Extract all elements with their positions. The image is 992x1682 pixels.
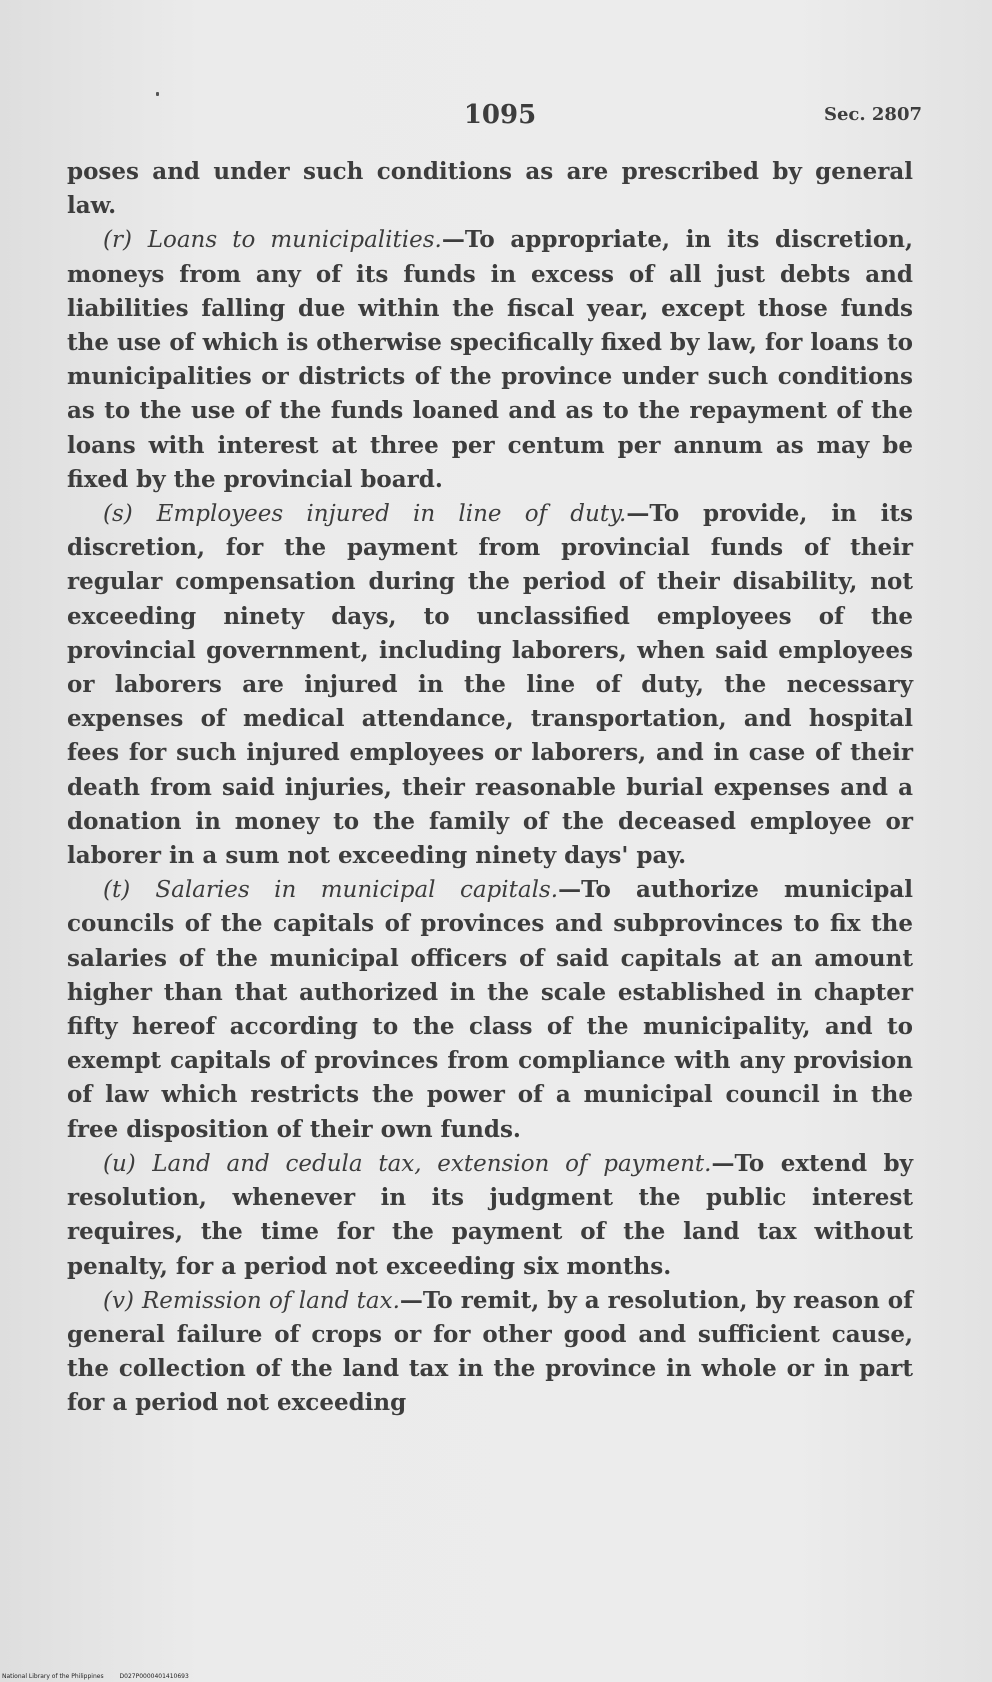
paragraph-v xyxy=(67,1284,913,1421)
paragraph-title: Loans to municipalities. xyxy=(147,227,442,254)
scan-footer xyxy=(2,1673,203,1680)
paragraph-u xyxy=(67,1147,913,1284)
paragraph-continuation xyxy=(67,155,913,223)
body-text xyxy=(67,155,913,1421)
paragraph-letter: (r) xyxy=(103,227,132,254)
paragraph-letter: (u) xyxy=(103,1150,136,1177)
scan-speck xyxy=(156,92,159,96)
paragraph-t xyxy=(67,873,913,1147)
paragraph-letter: (s) xyxy=(103,501,133,528)
paragraph-letter: (v) xyxy=(103,1287,134,1314)
paragraph-text: —To provide, in its discretion, for the payment from provincial funds of their regular compensation during the period of their disability, not exceeding ninety days, to unclassified employees of the provincial government, including laborers, when said employees or laborers are injured in the line of duty, the necessary expenses of medical attendance, transportation, and hospital fees for such injured employees or laborers, and in case of their death from said injuries, their reasonable burial expenses and a donation in money to the family of the deceased employee or laborer in a sum not exceeding ninety days' pay. xyxy=(67,500,913,870)
paragraph-s xyxy=(67,497,913,873)
paragraph-title: Employees injured in line of duty. xyxy=(156,501,627,528)
paragraph-letter: (t) xyxy=(103,877,131,904)
paragraph-text: —To extend by resolution, whenever in its judgment the public interest requires, the time for the payment of the land tax without penalty, for a period not exceeding six months. xyxy=(67,1149,914,1280)
page-number: 1095 xyxy=(463,100,537,130)
paragraph-title: Remission of land tax. xyxy=(141,1287,400,1314)
paragraph-r xyxy=(67,223,913,497)
paragraph-title: Salaries in municipal capitals. xyxy=(155,877,559,904)
paragraph-text: —To remit, by a resolution, by reason of general failure of crops or for other good and sufficient cause, the collection of the land tax in the province in whole or in part for a period not exceeding xyxy=(67,1286,913,1417)
footer-library: National Library of the Philippines xyxy=(2,1673,104,1680)
footer-identifier: D027P0000401410693 xyxy=(119,1673,189,1680)
paragraph-text: poses and under such conditions as are prescribed by general law. xyxy=(67,158,913,220)
paragraph-text: —To authorize municipal councils of the capitals of provinces and subprovinces to fix the salaries of the municipal officers of said capitals at an amount higher than that authorized in the scale established in chapter fifty hereof according to the class of the municipality, and to exempt capitals of provinces from compliance with any provision of law which restricts the power of a municipal council in the free disposition of their own funds. xyxy=(67,876,913,1143)
paragraph-title: Land and cedula tax, extension of payment. xyxy=(152,1150,712,1177)
paragraph-text: —To appropriate, in its discretion, moneys from any of its funds in excess of all just debts and liabilities falling due within the fiscal year, except those funds the use of which is otherwise specifically fixed by law, for loans to municipalities or districts of the province under such conditions as to the use of the funds loaned and as to the repayment of the loans with interest at three per centum per annum as may be fixed by the provincial board. xyxy=(67,226,913,493)
section-reference: Sec. 2807 xyxy=(823,104,922,125)
